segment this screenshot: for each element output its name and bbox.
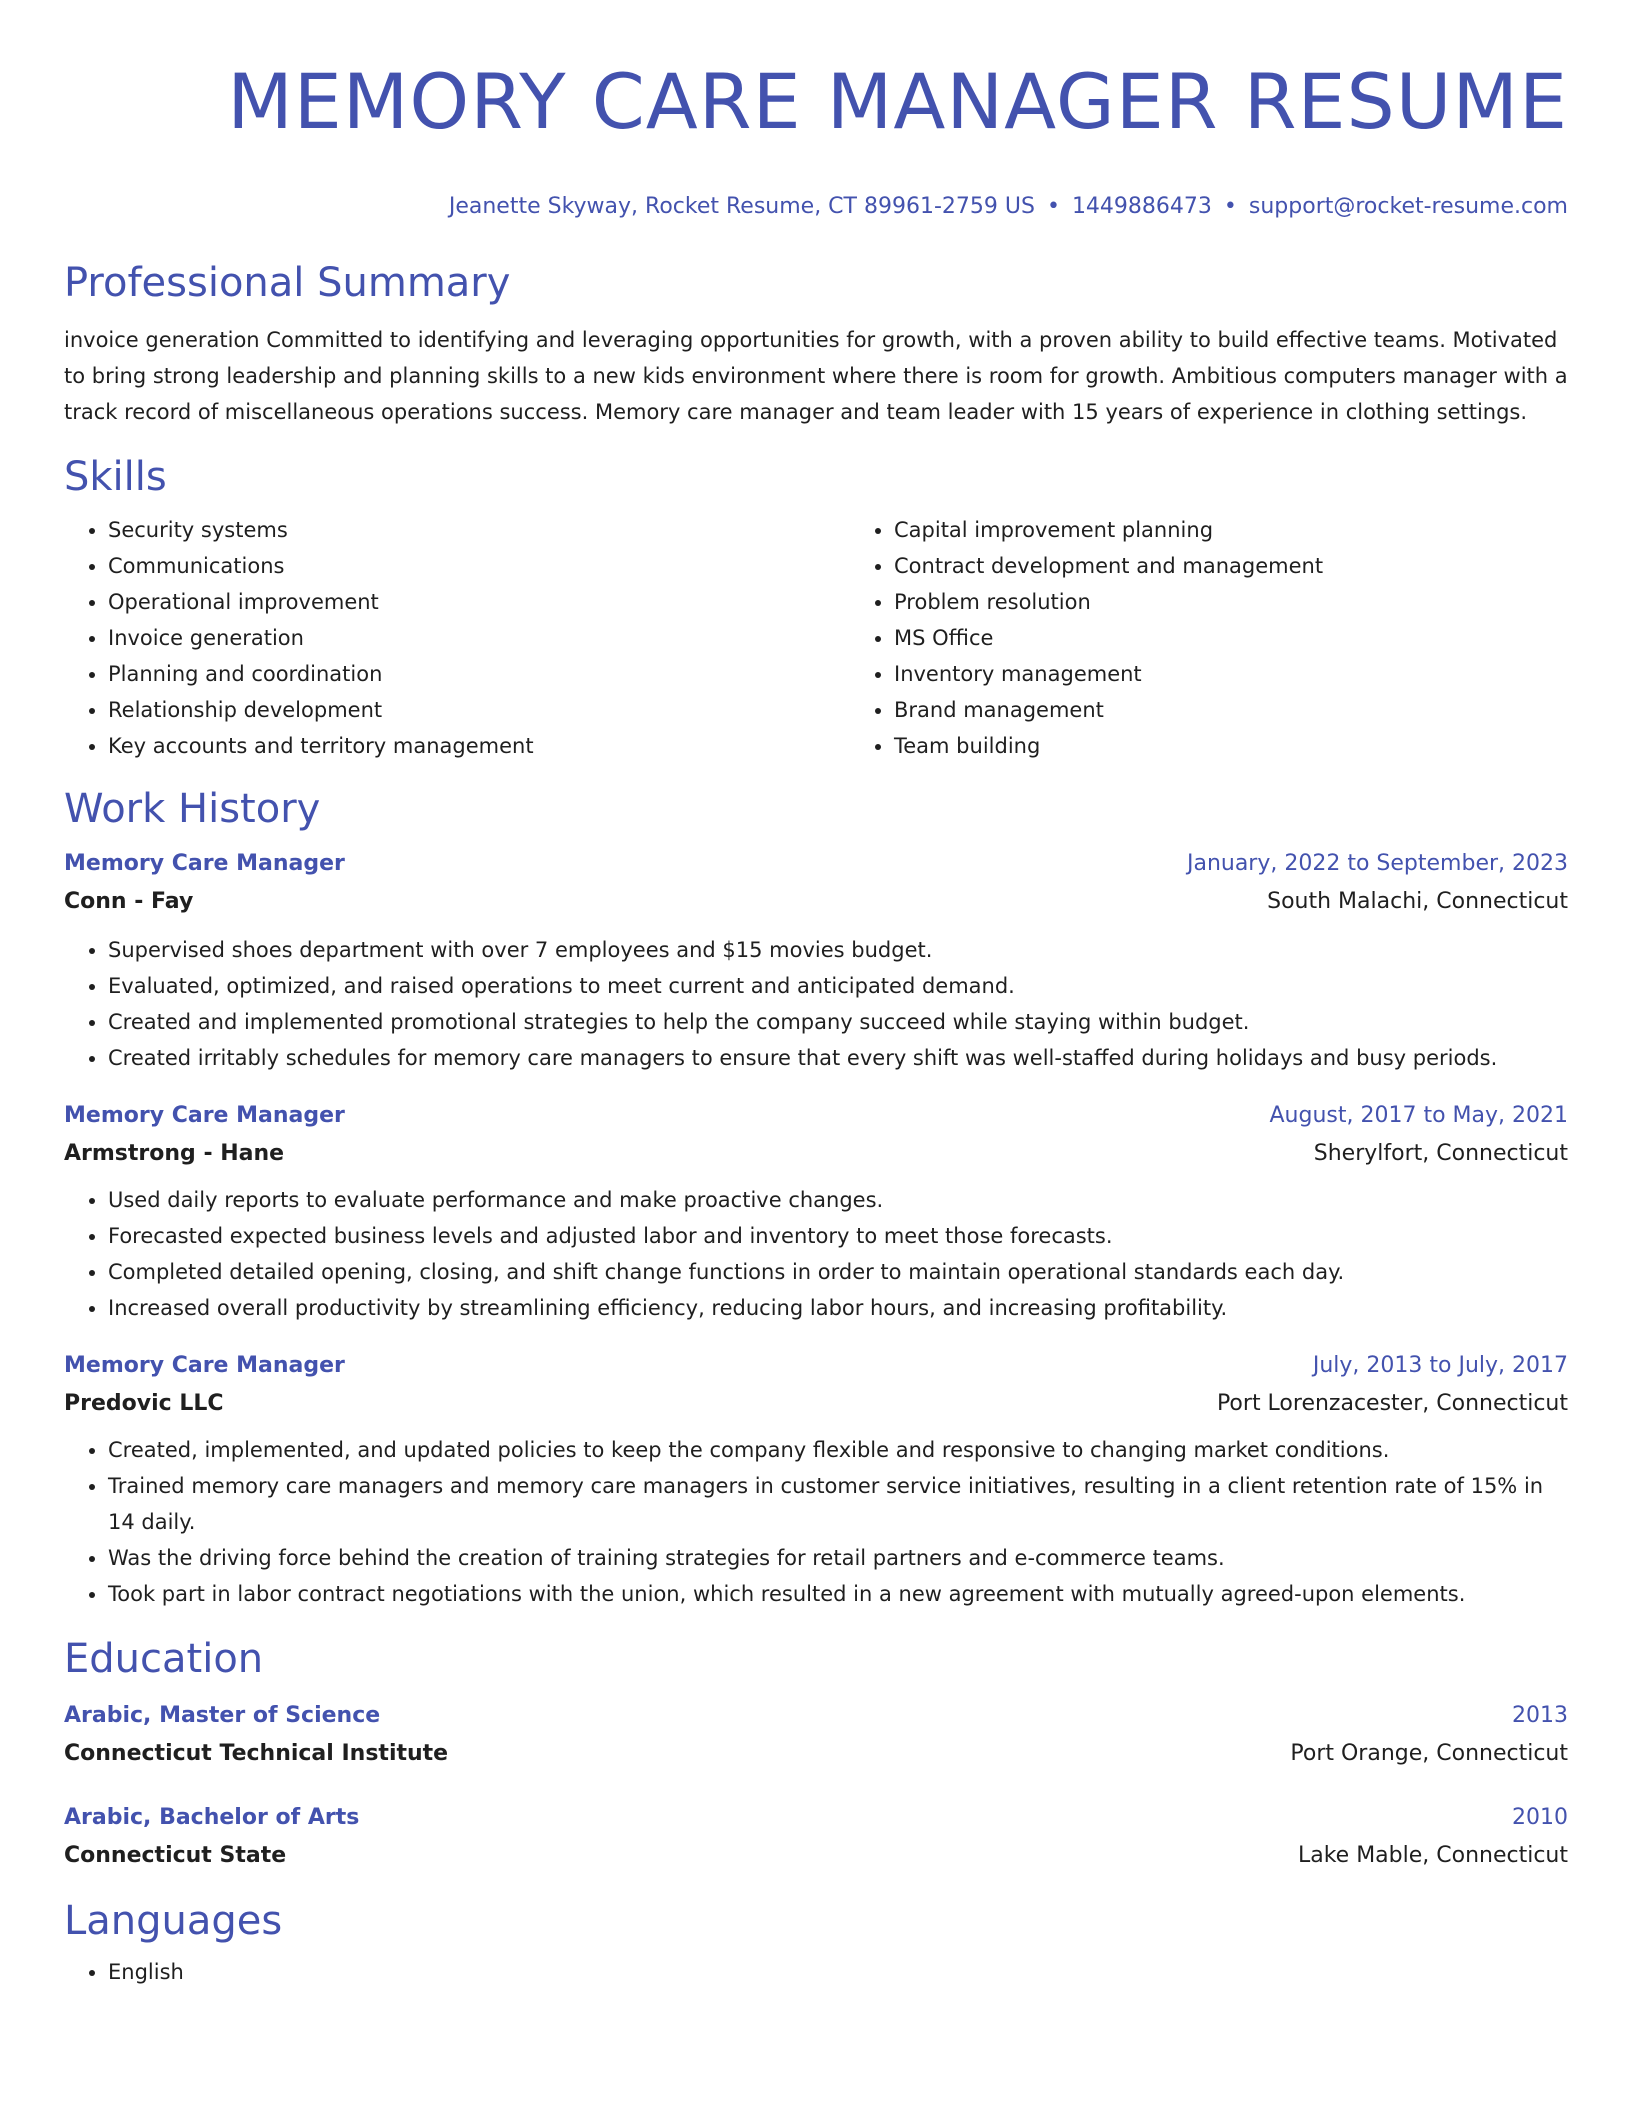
skills-list-left bbox=[64, 512, 850, 764]
education-location: Lake Mable, Connecticut bbox=[1297, 1843, 1568, 1868]
contact-phone: 1449886473 bbox=[1071, 194, 1212, 219]
job-location: Port Lorenzacester, Connecticut bbox=[1216, 1391, 1568, 1416]
job-company: Predovic LLC bbox=[64, 1391, 224, 1416]
skill-item: • Key accounts and territory management bbox=[108, 728, 850, 764]
education-location: Port Orange, Connecticut bbox=[1290, 1741, 1568, 1766]
skill-item: • MS Office bbox=[894, 620, 1568, 656]
contact-email[interactable]: support@rocket-resume.com bbox=[1248, 194, 1568, 219]
education-year: 2010 bbox=[1512, 1805, 1568, 1830]
work-history-section bbox=[64, 784, 1568, 1612]
job-location: Sherylfort, Connecticut bbox=[1313, 1141, 1568, 1166]
job-title: Memory Care Manager bbox=[64, 1103, 345, 1128]
job-bullet: • Forecasted expected business levels and adjusted labor and inventory to meet those forecasts. bbox=[108, 1218, 1568, 1254]
skill-item: • Communications bbox=[108, 548, 850, 584]
job-bullets bbox=[64, 932, 1568, 1076]
contact-address: Jeanette Skyway, Rocket Resume, CT 89961-2759 US bbox=[448, 194, 1035, 219]
job-bullets bbox=[64, 1432, 1568, 1612]
job-bullet: • Trained memory care managers and memory care managers in customer service initiatives, resulting in a client retention rate of 15% in 14 daily. bbox=[108, 1468, 1568, 1540]
education-section bbox=[64, 1634, 1568, 1876]
skill-item: • Relationship development bbox=[108, 692, 850, 728]
languages-heading: Languages bbox=[64, 1898, 283, 1944]
job-bullet: • Created and implemented promotional strategies to help the company succeed while staying within budget. bbox=[108, 1004, 1568, 1040]
job-location: South Malachi, Connecticut bbox=[1267, 889, 1568, 914]
resume-title: MEMORY CARE MANAGER RESUME bbox=[227, 57, 1568, 146]
job-header-row bbox=[64, 1098, 1568, 1134]
education-degree: Arabic, Bachelor of Arts bbox=[64, 1805, 360, 1830]
job-entry bbox=[64, 1098, 1568, 1326]
job-entry bbox=[64, 846, 1568, 1076]
skill-item: • Operational improvement bbox=[108, 584, 850, 620]
skill-item: • Capital improvement planning bbox=[894, 512, 1568, 548]
languages-list bbox=[64, 1954, 1568, 1990]
skills-columns bbox=[64, 512, 1568, 764]
skills-section bbox=[64, 452, 1568, 764]
skills-list-right bbox=[850, 512, 1568, 764]
education-heading: Education bbox=[64, 1636, 264, 1682]
job-bullet: • Completed detailed opening, closing, and shift change functions in order to maintain operational standards each day. bbox=[108, 1254, 1568, 1290]
job-bullet: • Evaluated, optimized, and raised operations to meet current and anticipated demand. bbox=[108, 968, 1568, 1004]
job-company: Conn - Fay bbox=[64, 889, 194, 914]
job-bullet: • Used daily reports to evaluate performance and make proactive changes. bbox=[108, 1182, 1568, 1218]
skill-item: • Planning and coordination bbox=[108, 656, 850, 692]
job-company: Armstrong - Hane bbox=[64, 1141, 285, 1166]
job-org-row bbox=[64, 1384, 1568, 1424]
education-degree: Arabic, Master of Science bbox=[64, 1703, 381, 1728]
education-school: Connecticut Technical Institute bbox=[64, 1741, 449, 1766]
education-header-row bbox=[64, 1800, 1568, 1836]
contact-line bbox=[64, 192, 1568, 222]
education-entry bbox=[64, 1698, 1568, 1774]
job-dates: January, 2022 to September, 2023 bbox=[1186, 851, 1568, 876]
skill-item: • Team building bbox=[894, 728, 1568, 764]
contact-separator: • bbox=[1046, 194, 1060, 219]
skill-item: • Contract development and management bbox=[894, 548, 1568, 584]
education-header-row bbox=[64, 1698, 1568, 1734]
job-bullet: • Created irritably schedules for memory care managers to ensure that every shift was well-staffed during holidays and busy periods. bbox=[108, 1040, 1568, 1076]
job-bullets bbox=[64, 1182, 1568, 1326]
skills-heading: Skills bbox=[64, 454, 167, 500]
contact-separator: • bbox=[1223, 194, 1237, 219]
education-school: Connecticut State bbox=[64, 1843, 287, 1868]
skill-item: • Brand management bbox=[894, 692, 1568, 728]
job-bullet: • Supervised shoes department with over 7 employees and $15 movies budget. bbox=[108, 932, 1568, 968]
skill-item: • Security systems bbox=[108, 512, 850, 548]
job-bullet: • Increased overall productivity by streamlining efficiency, reducing labor hours, and increasing profitability. bbox=[108, 1290, 1568, 1326]
education-school-row bbox=[64, 1836, 1568, 1876]
job-header-row bbox=[64, 846, 1568, 882]
job-org-row bbox=[64, 1134, 1568, 1174]
education-school-row bbox=[64, 1734, 1568, 1774]
job-entry bbox=[64, 1348, 1568, 1612]
summary-text: invoice generation Committed to identifying and leveraging opportunities for growth, with a proven ability to build effective teams. Motivated to bring strong leadership and planning skills to a new kids environment where there is room for growth. Ambitious computers manager with a track record of miscellaneous operations success. Memory care manager and team leader with 15 years of experience in clothing settings. bbox=[64, 328, 1568, 424]
education-entry bbox=[64, 1800, 1568, 1876]
job-dates: July, 2013 to July, 2017 bbox=[1312, 1353, 1568, 1378]
job-dates: August, 2017 to May, 2021 bbox=[1269, 1103, 1568, 1128]
job-bullet: • Took part in labor contract negotiations with the union, which resulted in a new agreement with mutually agreed-upon elements. bbox=[108, 1576, 1568, 1612]
summary-section bbox=[64, 258, 1568, 430]
job-title: Memory Care Manager bbox=[64, 851, 345, 876]
job-title: Memory Care Manager bbox=[64, 1353, 345, 1378]
job-org-row bbox=[64, 882, 1568, 922]
job-header-row bbox=[64, 1348, 1568, 1384]
skill-item: • Invoice generation bbox=[108, 620, 850, 656]
job-bullet: • Created, implemented, and updated policies to keep the company flexible and responsive to changing market conditions. bbox=[108, 1432, 1568, 1468]
languages-section bbox=[64, 1896, 1568, 1990]
summary-heading: Professional Summary bbox=[64, 260, 511, 306]
education-year: 2013 bbox=[1512, 1703, 1568, 1728]
language-item: • English bbox=[108, 1954, 1568, 1990]
skill-item: • Problem resolution bbox=[894, 584, 1568, 620]
work-history-heading: Work History bbox=[64, 786, 321, 832]
job-bullet: • Was the driving force behind the creation of training strategies for retail partners and e-commerce teams. bbox=[108, 1540, 1568, 1576]
skill-item: • Inventory management bbox=[894, 656, 1568, 692]
